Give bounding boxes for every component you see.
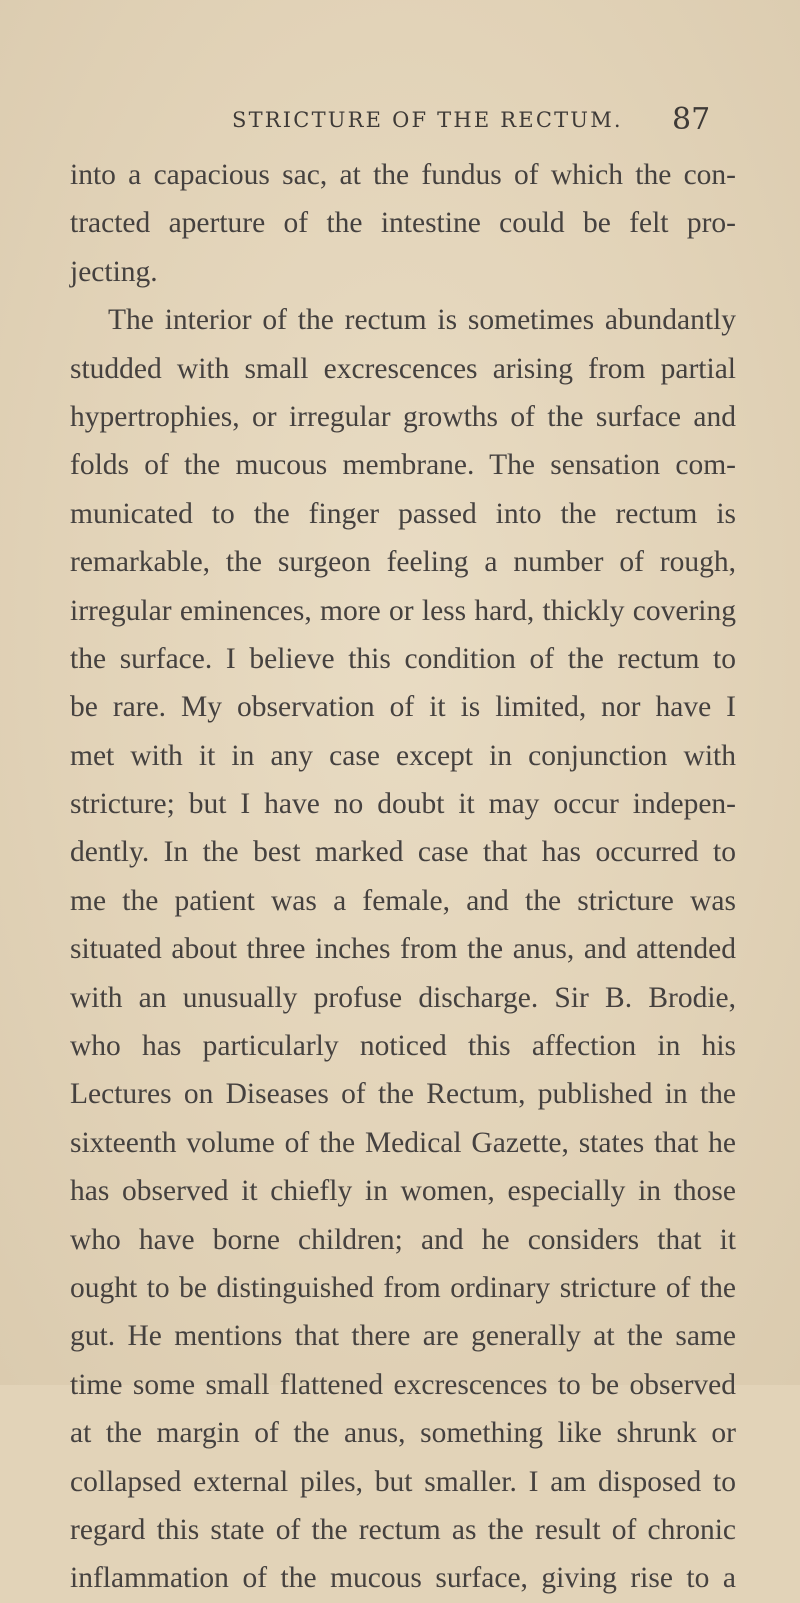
text-line: municated to the finger passed into the rectum is xyxy=(70,497,736,530)
text-line: collapsed external piles, but smaller. I am disposed to xyxy=(70,1465,736,1498)
text-line: folds of the mucous membrane. The sensation com- xyxy=(70,449,736,482)
text-line: Lectures on Diseases of the Rectum, published in the xyxy=(70,1078,736,1111)
running-title: STRICTURE OF THE RECTUM. xyxy=(232,108,623,132)
text-line: regard this state of the rectum as the result of chronic xyxy=(70,1513,736,1546)
text-line: time some small flattened excrescences to be observed xyxy=(70,1368,736,1401)
text-line: into a capacious sac, at the fundus of which the con- xyxy=(70,159,736,191)
text-line: studded with small excrescences arising from partial xyxy=(70,352,736,385)
text-line: inflammation of the mucous surface, giving rise to a xyxy=(70,1562,736,1595)
text-line: gut. He mentions that there are generally at the same xyxy=(70,1320,736,1353)
text-line: has observed it chiefly in women, especially in those xyxy=(70,1175,736,1208)
paragraph-start-line: The interior of the rectum is sometimes abundantly xyxy=(108,304,736,337)
text-line: hypertrophies, or irregular growths of the surface and xyxy=(70,400,736,433)
text-line: ought to be distinguished from ordinary stricture of the xyxy=(70,1271,736,1304)
text-line: jecting. xyxy=(70,255,158,288)
text-line: stricture; but I have no doubt it may occur indepen- xyxy=(70,788,736,821)
text-line: irregular eminences, more or less hard, thickly covering xyxy=(70,594,736,627)
page-number: 87 xyxy=(672,102,711,137)
text-line: dently. In the best marked case that has occurred to xyxy=(70,836,736,869)
text-line: with an unusually profuse discharge. Sir B. Brodie, xyxy=(70,981,736,1014)
text-line: remarkable, the surgeon feeling a number of rough, xyxy=(70,546,736,579)
text-line: situated about three inches from the anus, and attended xyxy=(70,933,736,966)
text-line: tracted aperture of the intestine could be felt pro- xyxy=(70,207,736,240)
text-line: the surface. I believe this condition of the rectum to xyxy=(70,642,736,675)
text-line: who have borne children; and he considers that it xyxy=(70,1223,736,1256)
text-line: at the margin of the anus, something like shrunk or xyxy=(70,1417,736,1450)
text-line: be rare. My observation of it is limited, nor have I xyxy=(70,691,736,724)
text-line: sixteenth volume of the Medical Gazette, states that he xyxy=(70,1126,736,1159)
text-line: me the patient was a female, and the stricture was xyxy=(70,884,736,917)
text-line: met with it in any case except in conjunction with xyxy=(70,739,736,772)
text-line: who has particularly noticed this affection in his xyxy=(70,1030,736,1063)
running-head xyxy=(0,104,800,140)
